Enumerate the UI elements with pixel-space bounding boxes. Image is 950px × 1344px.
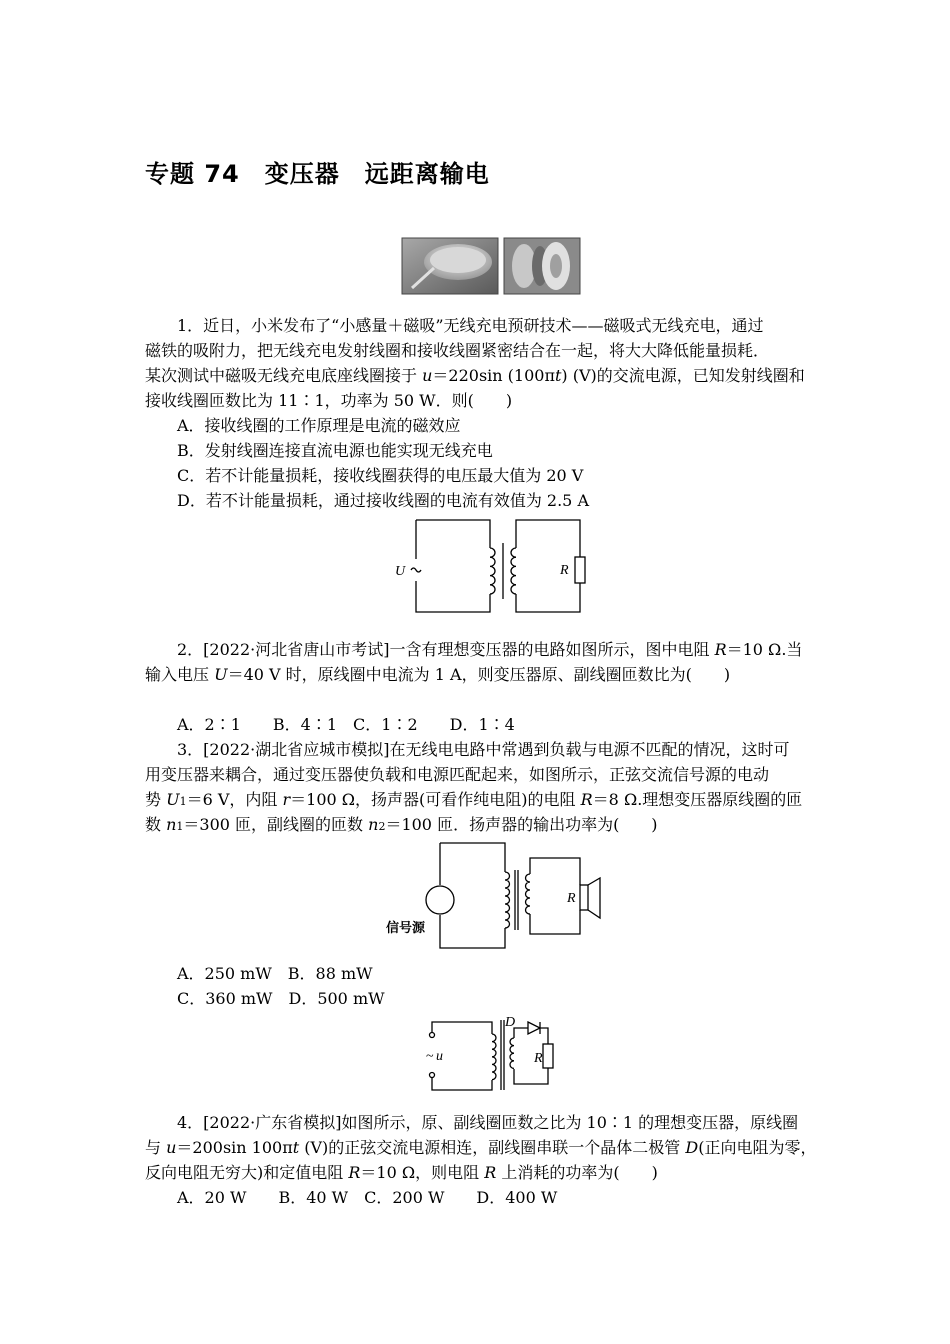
page-title: 专题 74 变压器 远距离输电 [145, 160, 490, 188]
q2-line-2: 输入电压 U＝40 V 时，原线圈中电流为 1 A，则变压器原、副线圈匝数比为( ) [145, 665, 731, 684]
q1-line-1: 1．近日，小米发布了“小感量＋磁吸”无线充电预研技术——磁吸式无线充电，通过 [177, 316, 764, 335]
q3-options-cd: C．360 mW D．500 mW [177, 989, 385, 1008]
diode-d-label: D [505, 1015, 516, 1030]
q4-line-2: 与 u＝200sin 100πt (V)的正弦交流电源相连，副线圈串联一个晶体二极管 D(正向电阻为零， [145, 1138, 817, 1157]
voltage-u-label: U [395, 564, 406, 579]
q1-option-c: C．若不计能量损耗，接收线圈获得的电压最大值为 20 V [177, 466, 584, 485]
signal-source-label: 信号源 [386, 921, 426, 936]
q1-option-b: B．发射线圈连接直流电源也能实现无线充电 [177, 441, 493, 460]
q3-line-2: 用变压器来耦合，通过变压器使负载和电源匹配起来，如图所示，正弦交流信号源的电动 [145, 765, 770, 784]
q4-line-1: 4．[2022·广东省模拟]如图所示，原、副线圈匝数之比为 10∶1 的理想变压器，原线圈 [177, 1113, 799, 1132]
q3-line-1: 3．[2022·湖北省应城市模拟]在无线电电路中常遇到负载与电源不匹配的情况，这时可 [177, 740, 790, 759]
charger-parts-photo [504, 238, 580, 294]
q4-line-3: 反向电阻无穷大)和定值电阻 R＝10 Ω，则电阻 R 上消耗的功率为( ) [145, 1163, 658, 1182]
speaker-r-label: R [567, 891, 576, 906]
voltage-u-label-2: u [436, 1049, 443, 1064]
q1-line-2: 磁铁的吸附力，把无线充电发射线圈和接收线圈紧密结合在一起，将大大降低能量损耗． [145, 341, 770, 360]
q2-options: A．2∶1 B．4∶1 C．1∶2 D．1∶4 [177, 715, 515, 734]
wireless-charger-photo [402, 238, 498, 294]
q3-line-3: 势 U1＝6 V，内阻 r＝100 Ω，扬声器(可看作纯电阻)的电阻 R＝8 Ω.理想变压器原线圈的匝 [145, 790, 803, 809]
q3-line-4: 数 n1＝300 匝，副线圈的匝数 n2＝100 匝．扬声器的输出功率为( ) [145, 815, 658, 834]
q1-line-3: 某次测试中磁吸无线充电底座线圈接于 u＝220sin (100πt) (V)的交流电源，已知发射线圈和 [145, 366, 805, 385]
resistor-r-label: R [560, 563, 569, 578]
transformer-circuit-diagram-1 [390, 515, 600, 615]
resistor-r-label-2: R [534, 1051, 543, 1066]
diode-transformer-diagram [420, 1012, 570, 1094]
q1-option-a: A．接收线圈的工作原理是电流的磁效应 [177, 416, 461, 435]
q2-line-1: 2．[2022·河北省唐山市考试]一含有理想变压器的电路如图所示，图中电阻 R＝10 Ω.当 [177, 640, 803, 659]
ac-tilde-symbol: ~ [426, 1049, 434, 1064]
q1-option-d: D．若不计能量损耗，通过接收线圈的电流有效值为 2.5 A [177, 491, 590, 510]
q1-line-4: 接收线圈匝数比为 11∶1，功率为 50 W．则( ) [145, 391, 513, 410]
q3-options-ab: A．250 mW B．88 mW [177, 964, 373, 983]
q4-options: A．20 W B．40 W C．200 W D．400 W [177, 1188, 558, 1207]
transformer-speaker-diagram [380, 840, 610, 960]
